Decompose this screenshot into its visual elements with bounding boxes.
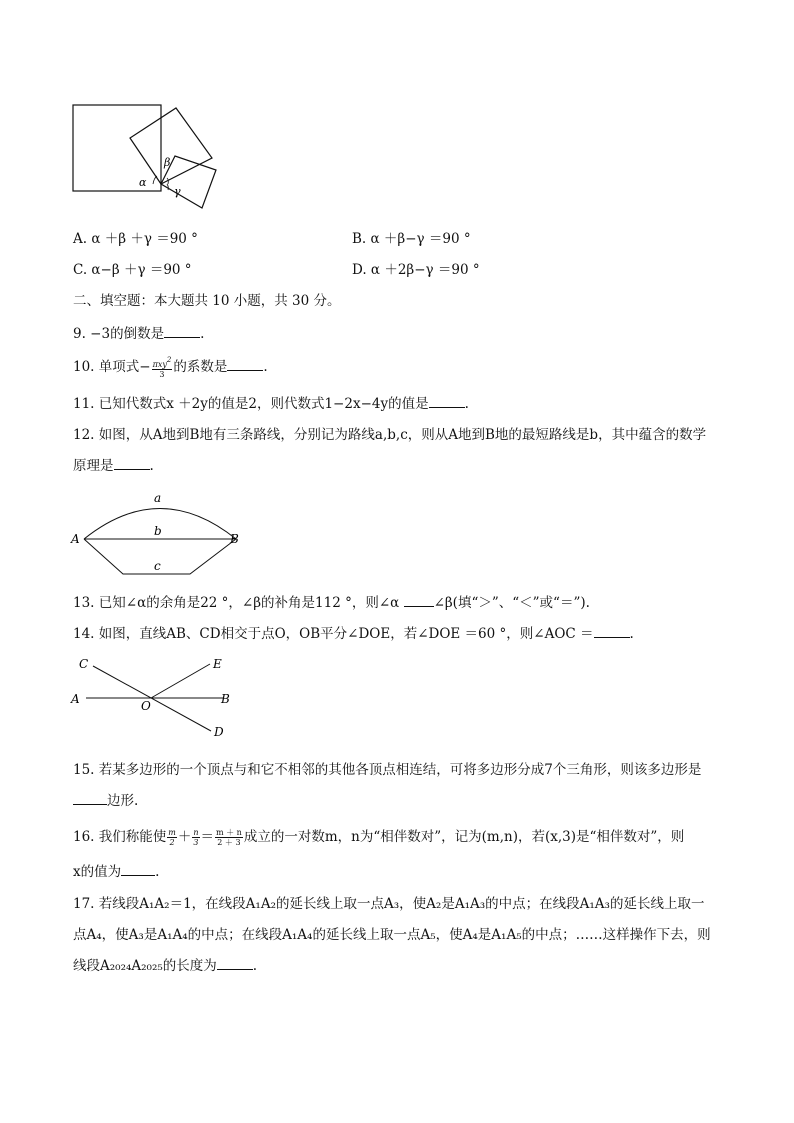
gamma-label: γ (174, 185, 181, 198)
answer-blank (594, 625, 630, 638)
q12-line2: 原理是 (73, 458, 114, 474)
question-12-line2: 原理是 . (73, 458, 154, 474)
squares-angle-figure (70, 100, 220, 215)
route-c-label: c (154, 559, 161, 573)
question-14: 14. 如图，直线AB、CD相交于点O，OB平分∠DOE，若∠DOE ＝60 °，则∠AOC ＝ . (73, 626, 634, 642)
answer-blank (114, 457, 150, 470)
q10-sup: 2 (166, 356, 172, 364)
q16-suffix: 成立的一对数m，n为“相伴数对”，记为(m,n)，若(x,3)是“相伴数对”，则 (243, 829, 685, 845)
point-b-label: B (230, 532, 239, 546)
plus-sign: ＋ (177, 829, 192, 845)
label-o: O (141, 699, 151, 713)
question-9: 9. −3的倒数是 . (73, 326, 205, 342)
fraction-n-3: $\frac{n}{3}$ (193, 828, 199, 847)
q16-line2: x的值为 (73, 864, 122, 880)
beta-label: β (164, 156, 171, 169)
q10-den: 3 (159, 370, 165, 379)
question-16-line2: x的值为 . (73, 864, 160, 880)
answer-blank (227, 358, 263, 371)
route-b-label: b (154, 524, 162, 538)
question-17-line3: 线段A₂₀₂₄A₂₀₂₅的长度为 . (73, 958, 258, 974)
question-15-line1: 15. 若某多边形的一个顶点与和它不相邻的其他各顶点相连结，可将多边形分成7个三角形，则该多边形是 (73, 762, 702, 778)
q17-line3: 线段A₂₀₂₄A₂₀₂₅的长度为 (73, 958, 217, 974)
q9-text: 9. −3的倒数是 (73, 326, 165, 342)
q14-text: 14. 如图，直线AB、CD相交于点O，OB平分∠DOE，若∠DOE ＝60 °，则∠AOC ＝ (73, 626, 594, 642)
q16-prefix: 16. 我们称能使 (73, 829, 167, 845)
monomial-fraction (152, 356, 173, 379)
question-15-line2 (73, 792, 138, 810)
q10-prefix: 10. 单项式− (73, 359, 151, 375)
intersecting-lines-figure (68, 652, 243, 742)
question-17-line2: 点A₄，使A₃是A₁A₄的中点；在线段A₁A₄的延长线上取一点A₅，使A₄是A₁A₅的中点；……这样操作下去，则 (73, 927, 711, 943)
answer-blank (73, 792, 107, 805)
label-e: E (213, 657, 222, 671)
answer-blank (164, 325, 200, 338)
answer-blank (429, 395, 465, 408)
question-10: 10. 单项式− $\frac{\text{πxy2}}{3}$ 的系数是 . (73, 356, 268, 379)
label-b: B (221, 692, 230, 706)
question-16-line1 (73, 828, 684, 847)
fraction-m-2: $\frac{m}{2}$ (168, 828, 176, 847)
option-a: A. α ＋β ＋γ ＝90 ° (73, 231, 198, 247)
fraction-sum: $\frac{m + n}{2 + 3}$ (216, 828, 242, 847)
q13-suffix: ∠β(填“＞”、“＜”或“＝”). (433, 595, 590, 611)
question-17-line1: 17. 若线段A₁A₂＝1，在线段A₁A₂的延长线上取一点A₃，使A₂是A₁A₃的中点；在线段A₁A₃的延长线上取一 (73, 896, 705, 912)
q10-suffix: 的系数是 (173, 359, 228, 375)
q13-prefix: 13. 已知∠α的余角是22 °，∠β的补角是112 °，则∠α (73, 595, 404, 611)
routes-figure (68, 488, 248, 580)
label-a: A (71, 692, 80, 706)
question-13 (73, 594, 590, 612)
option-d: D. α ＋2β−γ ＝90 ° (352, 262, 480, 278)
route-a-label: a (154, 491, 162, 505)
answer-blank (217, 957, 253, 970)
answer-blank (404, 594, 434, 607)
question-11: 11. 已知代数式x ＋2y的值是2，则代数式1−2x−4y的值是 . (73, 396, 469, 412)
q15-line2: 边形. (107, 793, 139, 809)
option-c: C. α−β ＋γ ＝90 ° (73, 262, 192, 278)
point-a-label: A (71, 532, 80, 546)
alpha-label: α (139, 176, 147, 189)
label-d: D (214, 725, 224, 739)
option-b: B. α ＋β−γ ＝90 ° (352, 231, 471, 247)
label-c: C (79, 657, 89, 671)
question-12-line1: 12. 如图，从A地到B地有三条路线，分别记为路线a,b,c，则从A地到B地的最短路线是b，其中蕴含的数学 (73, 427, 707, 443)
section-header: 二、填空题：本大题共 10 小题，共 30 分。 (73, 293, 341, 309)
equals-sign: ＝ (200, 829, 215, 845)
q10-num: πxy (152, 360, 167, 369)
answer-blank (121, 863, 155, 876)
q11-text: 11. 已知代数式x ＋2y的值是2，则代数式1−2x−4y的值是 (73, 396, 429, 412)
